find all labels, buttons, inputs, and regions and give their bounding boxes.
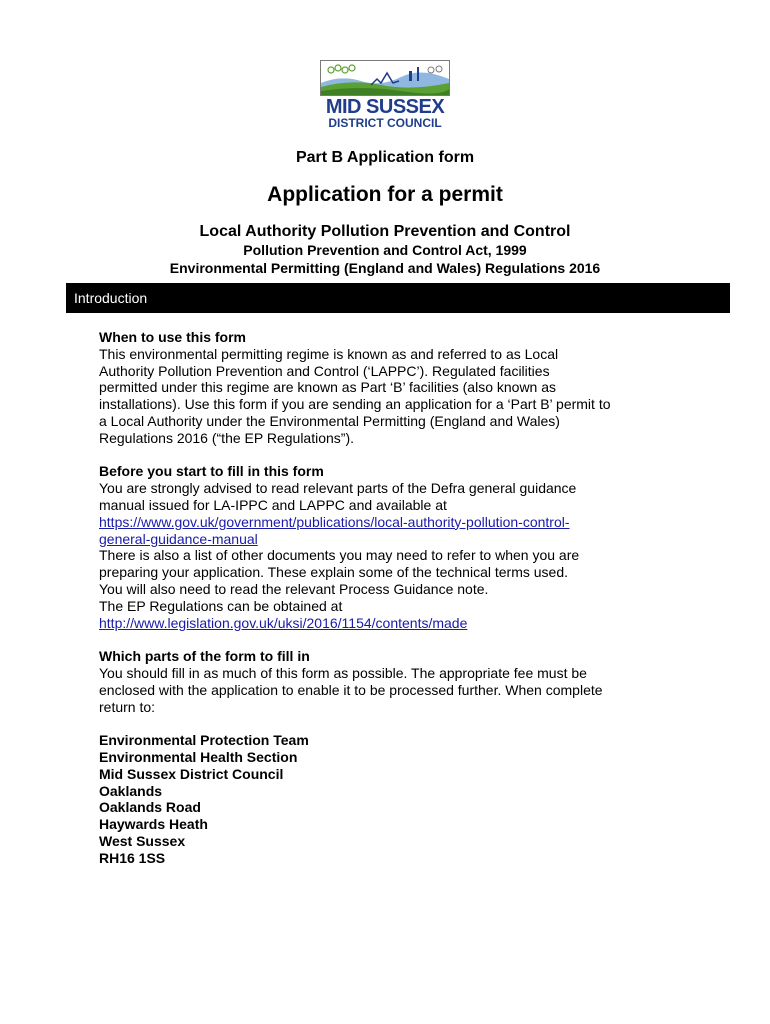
address-line: Haywards Heath <box>99 816 208 833</box>
when-line: Authority Pollution Prevention and Control (‘LAPPC’). Regulated facilities <box>99 362 550 379</box>
section-label: Introduction <box>74 290 148 306</box>
which-line: enclosed with the application to enable it to be processed further. When complete <box>99 681 603 698</box>
before-heading: Before you start to fill in this form <box>99 463 324 480</box>
defra-guidance-link-continued[interactable]: general-guidance-manual <box>99 530 258 547</box>
when-line: Regulations 2016 (“the EP Regulations”). <box>99 429 355 446</box>
logo-text-district-council: DISTRICT COUNCIL <box>328 116 442 130</box>
address-line: Environmental Health Section <box>99 748 298 765</box>
before-line: There is also a list of other documents you may need to refer to when you are <box>99 547 580 564</box>
council-logo <box>320 60 450 132</box>
before-line: preparing your application. These explain some of the technical terms used. <box>99 564 569 581</box>
section-header-bar <box>66 283 730 313</box>
spacer <box>99 447 719 464</box>
before-line: manual issued for LA-IPPC and LAPPC and available at <box>99 496 447 513</box>
address-line: RH16 1SS <box>99 849 166 866</box>
before-line: You are strongly advised to read relevant parts of the Defra general guidance <box>99 480 577 497</box>
when-line: a Local Authority under the Environmental Permitting (England and Wales) <box>99 412 560 429</box>
before-line: The EP Regulations can be obtained at <box>99 597 343 614</box>
page-title: Application for a permit <box>267 183 503 206</box>
address-line: Oaklands Road <box>99 799 201 816</box>
intro-content <box>99 329 719 867</box>
act-line: Pollution Prevention and Control Act, 1999 <box>243 242 527 258</box>
address-line: West Sussex <box>99 832 186 849</box>
regulations-line: Environmental Permitting (England and Wales) Regulations 2016 <box>169 260 601 276</box>
form-label: Part B Application form <box>295 149 475 166</box>
landscape-illustration <box>321 61 449 95</box>
address-line: Mid Sussex District Council <box>99 765 284 782</box>
which-line: return to: <box>99 698 156 715</box>
address-line: Environmental Protection Team <box>99 732 309 749</box>
defra-guidance-link[interactable]: https://www.gov.uk/government/publications/local-authority-pollution-control- <box>99 513 570 530</box>
before-line: You will also need to read the relevant Process Guidance note. <box>99 580 489 597</box>
which-line: You should fill in as much of this form as possible. The appropriate fee must be <box>99 664 587 681</box>
ep-regulations-link[interactable]: http://www.legislation.gov.uk/uksi/2016/1154/contents/made <box>99 614 468 631</box>
logo-text-mid-sussex: MID SUSSEX <box>325 96 445 118</box>
when-heading: When to use this form <box>99 329 246 345</box>
address-line: Oaklands <box>99 782 163 799</box>
when-line: permitted under this regime are known as Part ‘B’ facilities (also known as <box>99 379 557 396</box>
which-heading: Which parts of the form to fill in <box>99 648 310 665</box>
logo-landscape-icon <box>320 60 450 96</box>
subtitle: Local Authority Pollution Prevention and Control <box>199 223 571 240</box>
spacer <box>99 631 719 648</box>
when-line: This environmental permitting regime is known as and referred to as Local <box>99 345 559 362</box>
when-line: installations). Use this form if you are sending an application for a ‘Part B’ permit to <box>99 396 611 413</box>
spacer <box>99 715 719 732</box>
